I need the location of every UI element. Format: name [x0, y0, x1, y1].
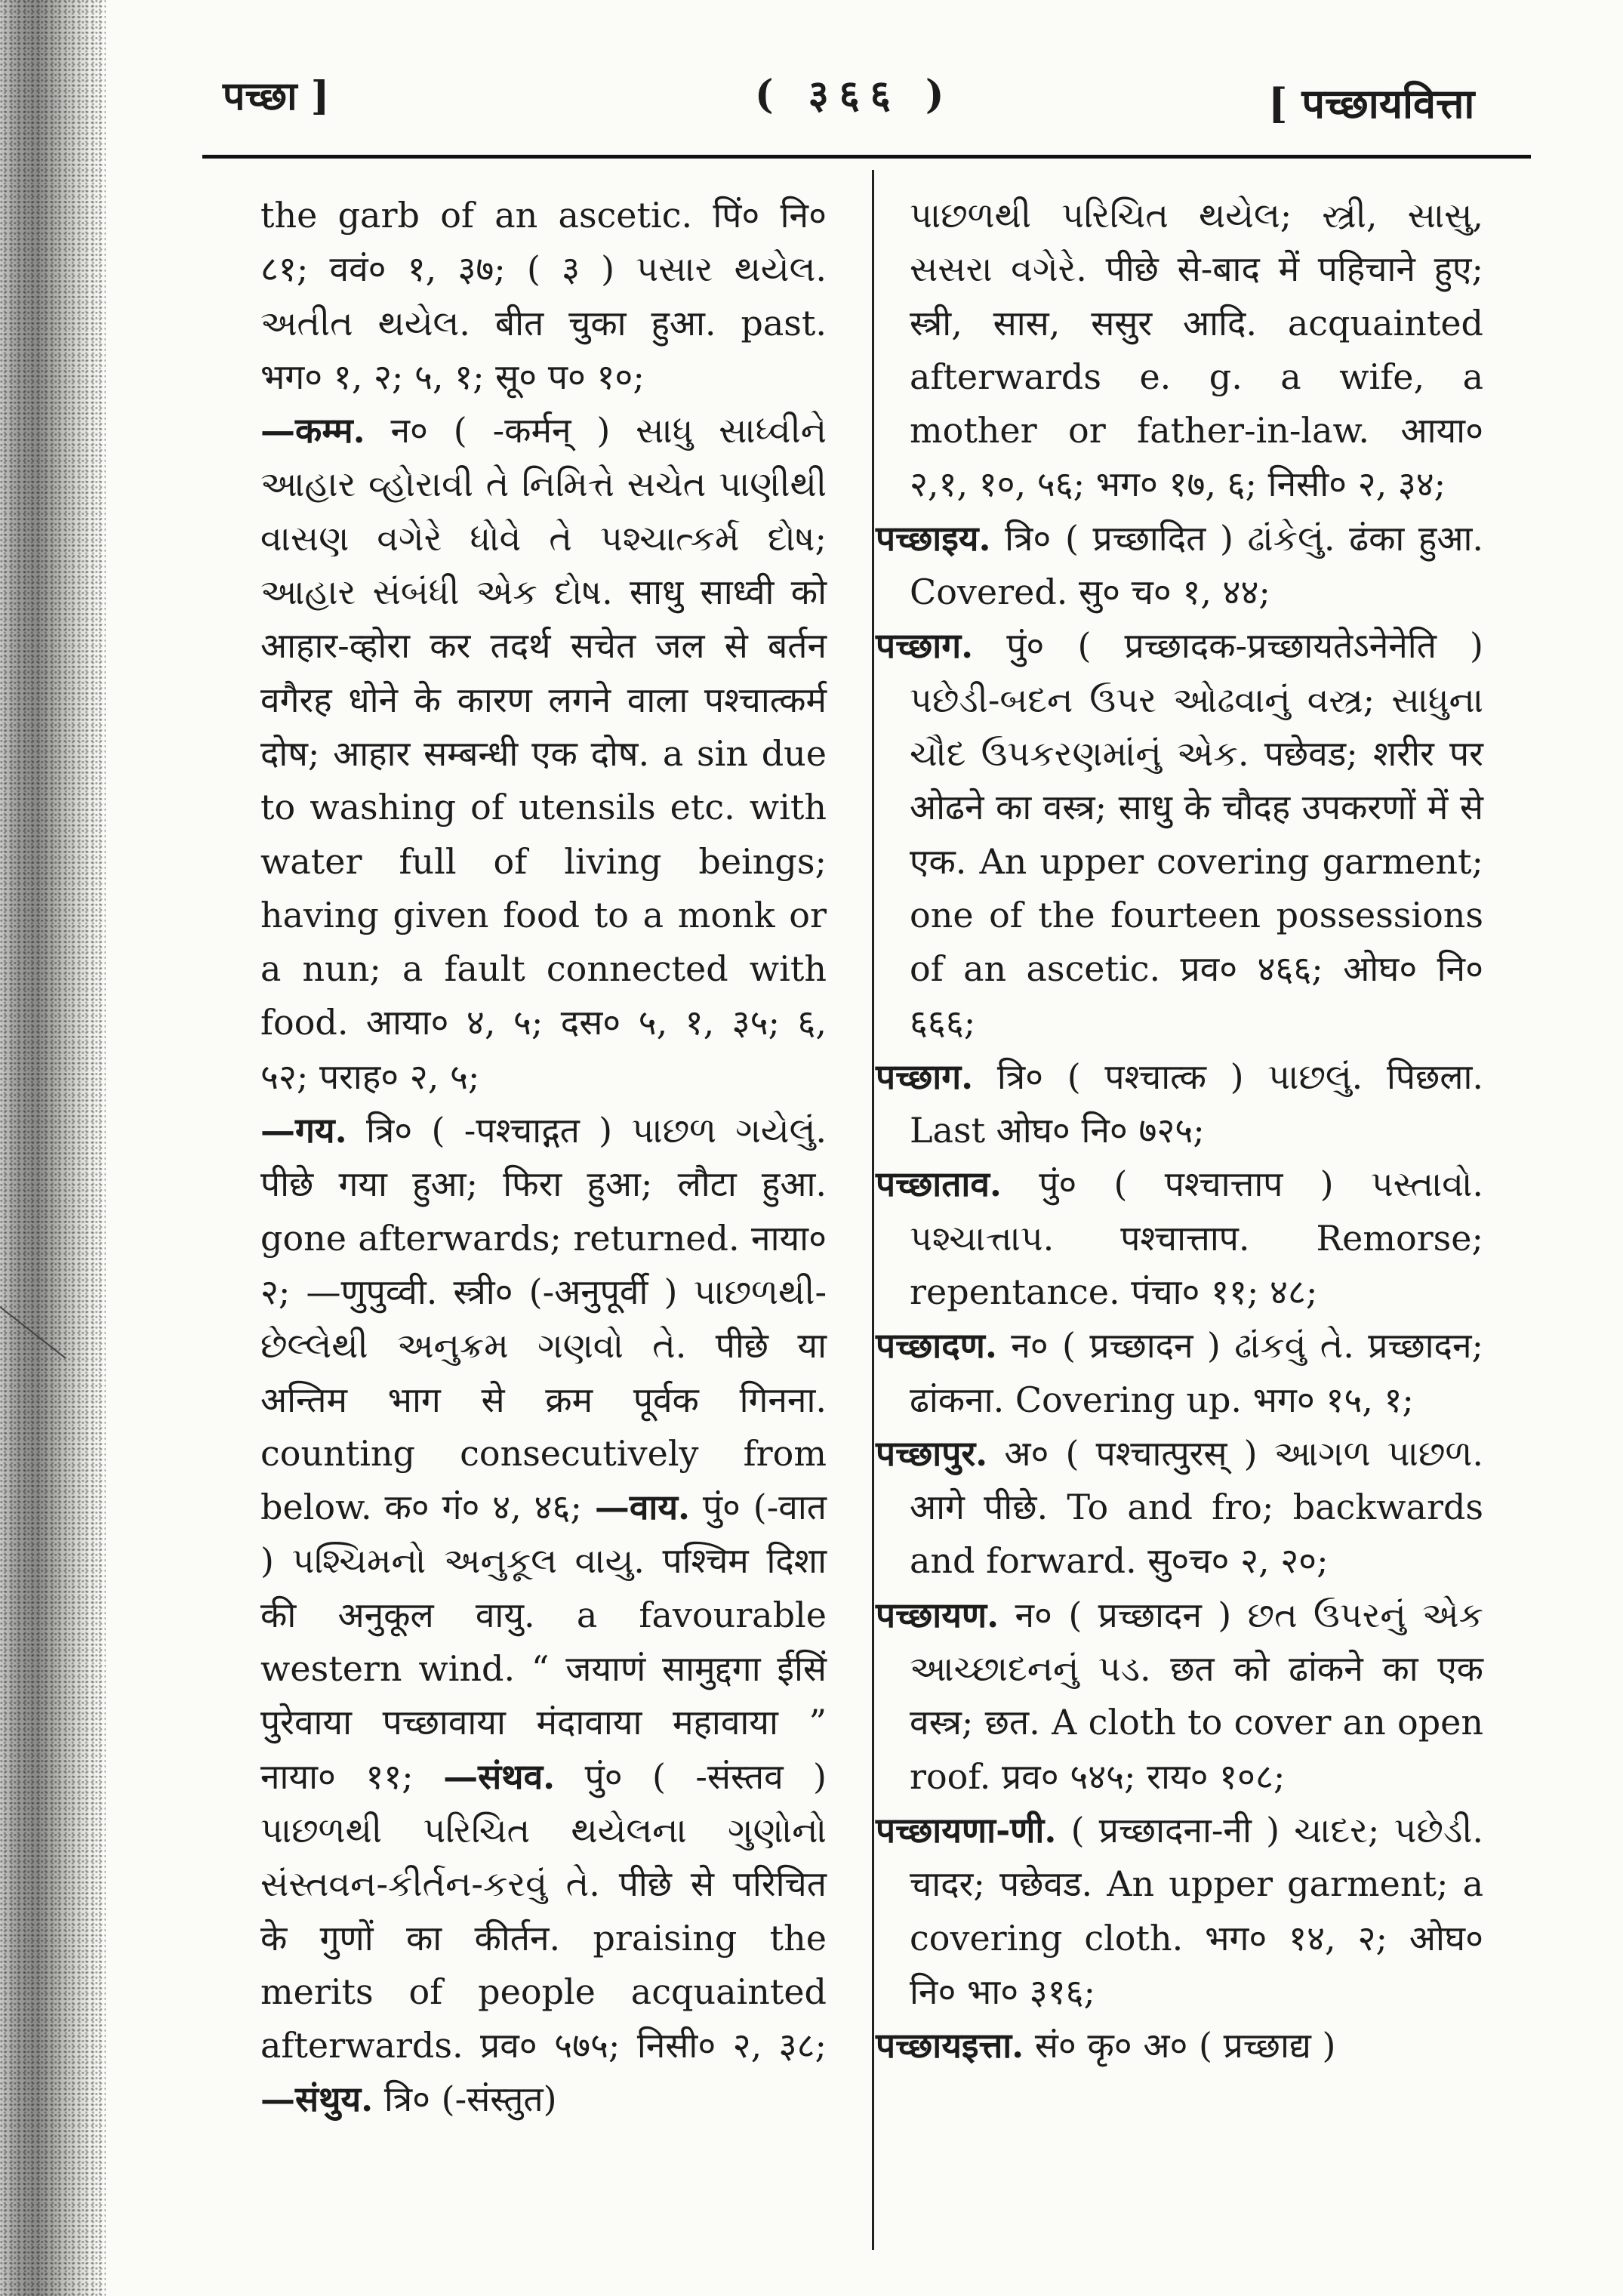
page-number: ( ३६६ )	[755, 72, 955, 118]
dictionary-entry	[876, 2019, 1483, 2073]
dictionary-entry	[876, 1589, 1483, 1804]
sub-headword: —कम्म.	[260, 410, 365, 451]
entry-text: न० ( प्रच्छादन ) ઢાંકવું તે. प्रच्छादन; ढांकना. Covering up. भग० १५, १;	[910, 1325, 1483, 1420]
header-first-word: पच्छा ]	[223, 73, 330, 119]
entry-text: त्रि० ( -पश्चाद्गत ) પાછળ ગયેલું. पीछे गया हुआ; फिरा हुआ; लौटा हुआ. gone afterwards; returned. नाया० २; —णुपुव्वी. स्त्री० (-अनुपूर्वी ) પાછળથી-છેલ્લેથી અનુક્રમ ગણવો તે. पीछे या अन्तिम भाग से क्रम पूर्वक गिनना. counting consecutively from below. क० गं० ४, ४६;	[260, 1110, 827, 1528]
dictionary-entry	[876, 512, 1483, 620]
headword: पच्छाइय.	[876, 517, 991, 559]
header-rule	[202, 155, 1531, 159]
left-continuation	[260, 189, 827, 404]
headword: पच्छाग.	[876, 1056, 974, 1097]
dictionary-entry	[876, 1319, 1483, 1427]
sub-entry	[260, 404, 827, 1104]
entry-text: न० ( प्रच्छादन ) છત ઉપરનું એક આચ્છાદનનું પડ. छत को ढांकने का एक वस्त्र; छत. A cloth to cover an open roof. प्रव० ५४५; राय० १०८;	[910, 1594, 1483, 1797]
headword: पच्छाताव.	[876, 1163, 1002, 1205]
sub-headword: —संथुय.	[260, 2079, 374, 2120]
right-continuation	[876, 189, 1483, 512]
dictionary-entry	[876, 1427, 1483, 1589]
entry-text: सं० कृ० अ० ( प्रच्छाद्य )	[1034, 2025, 1336, 2066]
entry-text: પાછળથી પરિચિત થયેલ; સ્ત્રી, સાસુ, સસરા વગેરે. पीछे से-बाद में पहिचाने हुए; स्त्री, सास, ससुर आदि. acquainted afterwards e. g. a wife, a mother or father-in-law. आया० २,१, १०, ५६; भग० १७, ६; निसी० २, ३४;	[910, 195, 1483, 505]
header-last-word: [ पच्छायवित्ता	[1268, 79, 1475, 128]
headword: पच्छादण.	[876, 1325, 997, 1367]
dictionary-entry	[876, 1157, 1483, 1319]
entry-text: the garb of an ascetic. पिं० नि० ८१; ववं० १, ३७; ( ३ ) પસાર થયેલ. અતીત થયેલ. बीत चुका हुआ. past. भग० १, २; ५, १; सू० प० १०;	[260, 195, 827, 397]
sub-headword: —संथव.	[443, 1755, 556, 1797]
entry-text: पुं० (-वात ) પશ્ચિમનો અનુકૂલ વાયુ. पश्चिम दिशा की अनुकूल वायु. a favourable western wind. “ जयाणं सामुद्दगा ईसिं पुरेवाया पच्छावाया मंदावाया महावाया ” नाया० ११;	[260, 1487, 827, 1797]
dictionary-entry	[876, 1804, 1483, 2019]
entry-text: न० ( -कर्मन् ) સાધુ સાધ્વીને આહાર વ્હોરાવી તે નિમિત્તે સચેત પાણીથી વાસણ વગેરે ધોવે તે પશ્ચાત્કર્મ દોષ; આહાર સંબંધી એક દોષ. साधु साध्वी को आहार-व्होरा कर तदर्थ सचेत जल से बर्तन वगैरह धोने के कारण लगने वाला पश्चात्कर्म दोष; आहार सम्बन्धी एक दोष. a sin due to washing of utensils etc. with water full of living beings; having given food to a monk or a nun; a fault connected with food. आया० ४, ५; दस० ५, १, ३५; ६, ५२; पराह० २, ५;	[260, 410, 827, 1097]
book-binding-shadow	[0, 0, 106, 2296]
entry-text: त्रि० (-संस्तुत)	[383, 2079, 557, 2120]
headword: पच्छायण.	[876, 1594, 999, 1635]
right-column	[876, 189, 1483, 2227]
headword: पच्छायणा-णी.	[876, 1809, 1057, 1851]
entry-text: अ० ( पश्चात्पुरस् ) આગળ પાછળ. आगे पीछे. To and fro; backwards and forward. सु०च० २, २०;	[910, 1432, 1483, 1582]
entry-text: ( प्रच्छादना-नी ) ચાદર; પછેડી. चादर; पछेवड. An upper garment; a covering cloth. भग० १४, २; ओघ० नि० भा० ३१६;	[910, 1809, 1484, 2012]
sub-headword: —गय.	[260, 1110, 347, 1151]
headword: पच्छायइत्ता.	[876, 2025, 1024, 2066]
entry-text: पुं० ( -संस्तव ) પાછળથી પરિચિત થયેલના ગુણોનો સંસ્તવન-કીર્તન-કરવું તે. पीछे से परिचित के गुणों का कीर्तन. praising the merits of people acquainted afterwards. प्रव० ५७५; निसी० २, ३८;	[260, 1755, 827, 2066]
headword: पच्छाग.	[876, 625, 974, 667]
dictionary-entry	[876, 1050, 1483, 1158]
page-header	[0, 0, 1623, 166]
entry-text: त्रि० ( पश्चात्क ) પાછલું. पिछला. Last ओघ० नि० ७२५;	[910, 1056, 1483, 1151]
entry-text: पुं० ( पश्चात्ताप ) પસ્તાવો. પશ્ચાત્તાપ. पश्चात्ताप. Remorse; repentance. पंचा० ११; ४८;	[910, 1163, 1483, 1312]
sub-entry	[260, 1104, 827, 2127]
sub-headword: —वाय.	[594, 1487, 691, 1528]
left-column	[260, 189, 827, 2227]
headword: पच्छापुर.	[876, 1432, 988, 1474]
entry-text: पुं० ( प्रच्छादक-प्रच्छायतेऽनेनेति ) પછેડી-બદન ઉપર ઓઢવાનું વસ્ત્ર; સાધુના ચૌદ ઉપકરણમાંનું એક. पछेवड; शरीर पर ओढने का वस्त्र; साधु के चौदह उपकरणों में से एक. An upper covering garment; one of the fourteen possessions of an ascetic. प्रव० ४६६; ओघ० नि० ६६६;	[910, 625, 1483, 1043]
entry-text: त्रि० ( प्रच्छादित ) ઢાંકેલું. ढंका हुआ. Covered. सु० च० १, ४४;	[910, 517, 1483, 613]
dictionary-entry	[876, 619, 1483, 1049]
column-divider	[872, 170, 874, 2250]
